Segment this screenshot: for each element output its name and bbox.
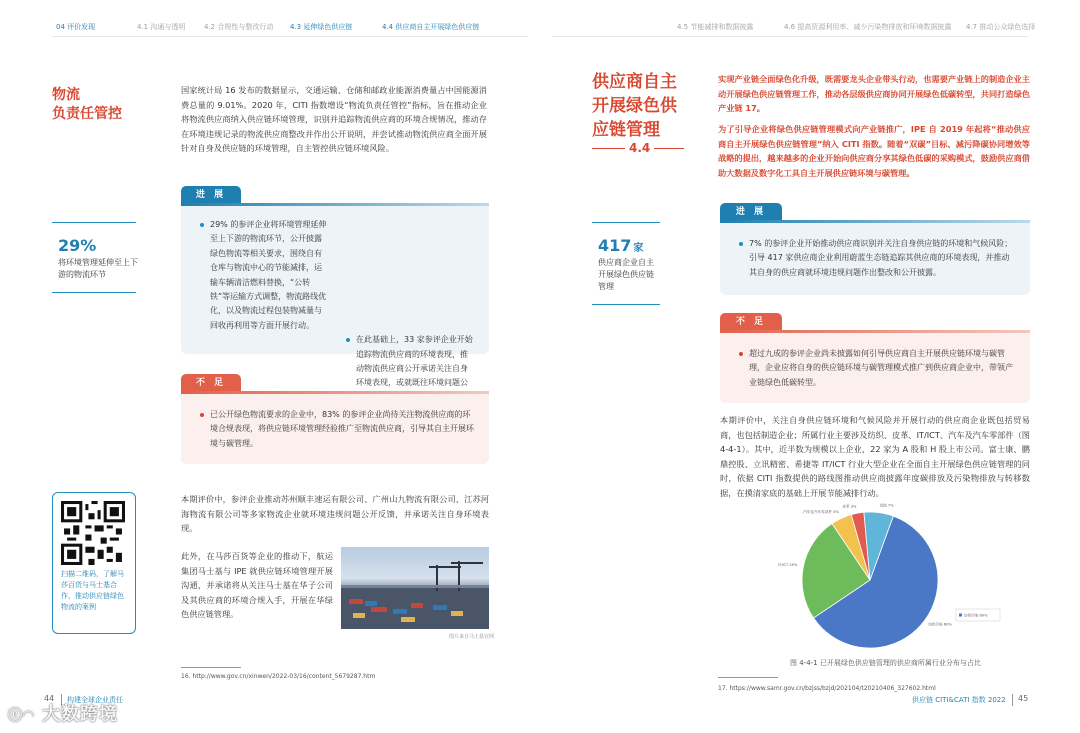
nav-item-4-3[interactable]: 4.3 延伸绿色供应链 [290, 23, 353, 31]
right-page-number: 45 [1018, 694, 1029, 703]
watermark-logo-icon: ⓒ◠ [8, 708, 35, 724]
pie-legend-label: 纺织印染 60% [964, 613, 988, 618]
pie-label-2: 汽车及汽车零部件 5% [803, 509, 839, 514]
left-stat-top-rule [52, 222, 136, 223]
left-heading-line-1: 物流 [52, 87, 80, 103]
left-gap-tag: 不 足 [181, 374, 241, 392]
industry-pie-chart [777, 503, 1010, 655]
right-heading-line-2: 开展绿色供 [592, 96, 677, 116]
watermark [8, 700, 118, 726]
section-number: 4.4 [625, 141, 654, 155]
left-section-heading [52, 86, 122, 124]
left-stat-label: 将环境管理延伸至上下游的物流环节 [58, 258, 138, 279]
nav-item-4-2[interactable]: 4.2 合规性与整改行动 [204, 23, 274, 31]
nav-divider-left [52, 36, 528, 37]
qr-caption: 扫描二维码，了解马莎百货与马士基合作，推动供应链绿色物流的案例 [61, 570, 124, 611]
right-footnote: 17. https://www.samr.gov.cn/bzjss/bzjd/202104/t20210406_327602.html [718, 685, 936, 692]
right-paragraph: 本期评价中，关注自身供应链环境和气候风险并开展行动的供应商企业既包括贸易商，也包括制造企业；所属行业主要涉及纺织、皮革、IT/ICT、汽车及汽车零部件（图 4-4-1）。其中，近半数为规模以上企业，22 家为 A 股和 H 股上市公司。富士康、鹏鼎控股、立讯精密、希捷等 IT/ICT 行业大型企业在全面自主开展绿色供应链管理的同时，依据 CITI 指数提供的路线图推动供应商披露年度碳排放及污染物排放与转移数据，在摸清家底的基础上开展节能减排行动。 [720, 415, 1030, 498]
left-gap-panel [181, 394, 489, 464]
qr-card[interactable] [52, 492, 136, 634]
right-stat-label: 供应商企业自主开展绿色供应链管理 [598, 258, 654, 291]
pie-label-0: 纺织印染 60% [928, 622, 952, 627]
left-page-label: 构建全球企业责任 [67, 696, 123, 704]
port-photo [341, 547, 489, 629]
left-heading-line-2: 负责任管控 [52, 106, 122, 122]
left-progress-tag: 进 展 [181, 186, 241, 204]
left-stat-value: 29% [58, 236, 97, 255]
nav-item-4-5[interactable]: 4.5 节能减排和数据披露 [677, 23, 754, 31]
right-footnote-rule [718, 677, 778, 678]
photo-caption: 图片来自马士基官网 [449, 634, 495, 640]
left-intro-paragraph: 国家统计局 16 发布的数据显示，交通运输、仓储和邮政业能源消费量占中国能源消费总量的 9.01%。2020 年，CITI 指数增设“物流负责任管控”指标，旨在推动企业将物流供应商纳入供应链环境管理，识别并追踪物流供应商的环境合规情况，推动存在环境违规记录的物流供应商整改并作出公开说明，并尝试推动物流供应商全面开展针对自身及供应链的环境管理，自主管控供应链环境风险。 [181, 85, 487, 154]
left-stat-bottom-rule [52, 292, 136, 293]
pie-svg [777, 503, 1010, 655]
right-progress-panel [720, 223, 1030, 295]
qr-code-icon[interactable] [61, 501, 125, 565]
right-page-divider [1012, 694, 1013, 706]
pie-label-3: 皮革 3% [842, 504, 857, 509]
left-footnote-rule [181, 667, 241, 668]
pie-label-4: 其他 7% [879, 503, 894, 508]
nav-divider-right [552, 36, 1028, 37]
nav-item-evaluation[interactable]: 04 评价发现 [56, 23, 96, 31]
nav-item-4-6[interactable]: 4.6 提高资源利用率、减少污染物排放和环境数据披露 [784, 23, 952, 31]
right-stat-unit: 家 [633, 243, 644, 254]
right-gap-bullet: 超过九成的参评企业尚未披露如何引导供应商自主开展供应链环境与碳管理，企业应将自身的供应链环境与碳管理模式推广到供应商企业中，带领产业链绿色低碳转型。 [738, 347, 1017, 390]
left-page-number: 44 [44, 694, 55, 703]
right-intro-1: 实现产业链全面绿色化升级，既需要龙头企业带头行动，也需要产业链上的制造企业主动开展绿色供应链管理工作，推动各层级供应商协同开展绿色低碳转型，共同打造绿色产业链 17。 [718, 74, 1030, 114]
right-progress-bullet: 7% 的参评企业开始推动供应商识别并关注自身供应链的环境和气候风险；引导 417 家供应商企业利用蔚蓝生态链追踪其供应商的环境表现，并推动其自身的供应商就环境违规问题作出整改和公开披露。 [738, 237, 1017, 280]
pie-legend-swatch [959, 614, 962, 617]
right-intro-2: 为了引导企业将绿色供应链管理模式向产业链推广，IPE 自 2019 年起将“推动供应商自主开展绿色供应链管理”纳入 CITI 指数。随着“双碳”目标、减污降碳协同增效等战略的提出，越来越多的企业开始向供应商分享其绿色低碳的采购模式，鼓励供应商借助大数据及数字化工具自主开展供应链环境与碳管理。 [718, 124, 1030, 178]
left-progress-bullet-2: 在此基础上，33 家参评企业开始追踪物流供应商的环境表现，推动物流供应商公开承诺关注自身环境表现，或就既往环境问题公 [345, 333, 474, 405]
port-photo-illustration [341, 547, 489, 629]
left-gap-bullet: 已公开绿色物流要求的企业中，83% 的参评企业尚待关注物流供应商的环境合规表现，将供应链环境管理经验推广至物流供应商，引导其自主开展环境与碳管理。 [199, 408, 478, 451]
nav-item-4-4[interactable]: 4.4 供应商自主开展绿色供应链 [382, 23, 480, 31]
right-stat-bottom-rule [592, 304, 660, 305]
chart-caption: 图 4-4-1 已开展绿色供应链管理的供应商所属行业分布与占比 [790, 659, 981, 667]
left-paragraph-3: 此外，在马莎百货等企业的推动下，航运集团马士基与 IPE 就供应链环境管理开展沟通，并承诺将从关注马士基在华子公司及其供应商的环境合规入手，开展在华绿色供应链管理。 [181, 551, 333, 620]
right-gap-panel [720, 333, 1030, 403]
nav-item-4-1[interactable]: 4.1 沟通与透明 [137, 23, 186, 31]
pie-label-1: IT/ICT 25% [777, 562, 798, 567]
left-progress-bullet-1: 29% 的参评企业将环境管理延伸至上下游的物流环节，公开披露绿色物流等相关要求，围绕自有仓库与物流中心的节能减排，运输车辆清洁燃料替换，“公转铁”等运输方式调整，物流路线优化，以及物流过程包装物减量与回收再利用等方面开展行动。 [199, 218, 328, 333]
right-gap-tag: 不 足 [720, 313, 782, 331]
right-heading-line-1: 供应商自主 [592, 72, 677, 92]
right-heading-line-3: 应链管理 [592, 120, 660, 140]
left-footnote: 16. http://www.gov.cn/xinwen/2022-03/16/content_5679287.htm [181, 673, 376, 680]
watermark-text: 大数跨境 [42, 704, 119, 725]
left-paragraph-2: 本期评价中，参评企业推动苏州顺丰速运有限公司、广州山九物流有限公司、江苏河海物流有限公司等多家物流企业就环境违规问题公开反馈，并承诺关注自身环境表现。 [181, 494, 489, 534]
nav-item-4-7[interactable]: 4.7 推动公众绿色选择 [966, 23, 1036, 31]
right-stat-top-rule [592, 222, 660, 223]
right-stat-number: 417 [598, 236, 632, 255]
right-progress-tag: 进 展 [720, 203, 782, 221]
right-section-heading [592, 70, 677, 142]
right-page-label: 供应链 CITI&CATI 指数 2022 [912, 696, 1006, 704]
right-stat-value [598, 236, 643, 255]
